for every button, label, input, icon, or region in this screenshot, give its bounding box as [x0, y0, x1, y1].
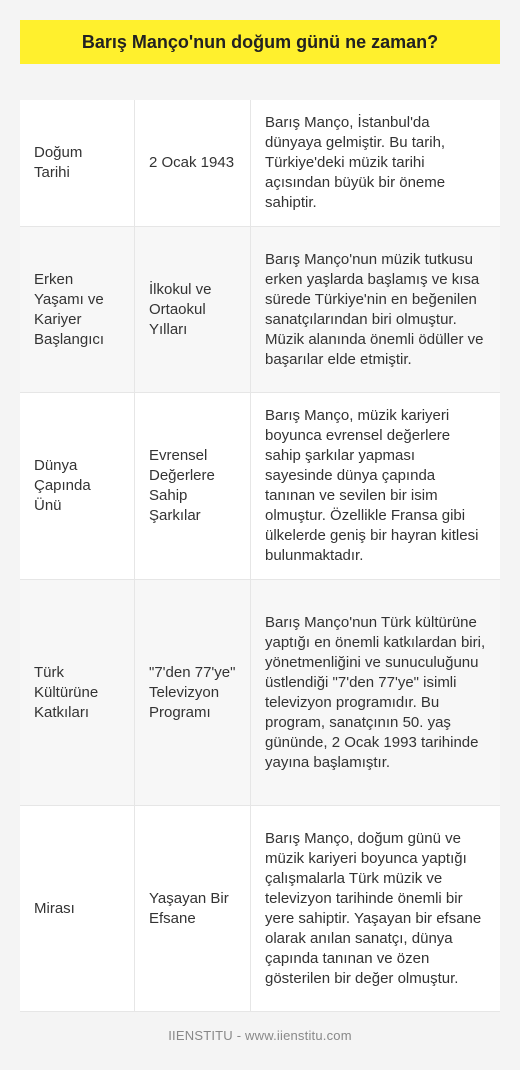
- table-row: [20, 227, 500, 393]
- row-description: Barış Manço, doğum günü ve müzik kariyeri boyunca yaptığı çalışmalarla Türk müzik ve televizyon tarihinde önemli bir yere sahiptir. Yaşayan bir efsane olarak anılan sanatçı, dünya çapında tanınan ve özen gösterilen bir değer olmuştur.: [265, 829, 482, 987]
- table-row: [20, 806, 500, 1012]
- row-value: İlkokul ve Ortaokul Yılları: [135, 227, 251, 392]
- row-value: "7'den 77'ye" Televizyon Programı: [135, 580, 251, 805]
- row-label: Mirası: [20, 806, 135, 1011]
- table-row: [20, 393, 500, 580]
- table-row: [20, 100, 500, 227]
- row-value: Evrensel Değerlere Sahip Şarkılar: [135, 393, 251, 579]
- row-label: Doğum Tarihi: [20, 100, 135, 226]
- row-value: 2 Ocak 1943: [135, 100, 251, 226]
- row-value: Yaşayan Bir Efsane: [135, 806, 251, 1011]
- row-description: Barış Manço'nun müzik tutkusu erken yaşlarda başlamış ve kısa sürede Türkiye'nin en beğenilen sanatçılarından biri olmuştur. Müzik alanında önemli ödüller ve başarılar elde etmiştir.: [265, 250, 484, 368]
- row-description: Barış Manço, müzik kariyeri boyunca evrensel değerlere sahip şarkılar yapması sayesinde dünya çapında tanınan ve sevilen bir isim olmuştur. Özellikle Fransa gibi ülkelerde geniş bir hayran kitlesi bulunmaktadır.: [265, 407, 479, 564]
- row-description: Barış Manço'nun Türk kültürüne yaptığı en önemli katkılardan biri, yönetmenliğini ve sunuculuğunu üstlendiği "7'den 77'ye" isimli televizyon programıdır. Bu program, sanatçının 50. yaş gününde, 2 Ocak 1993 tarihinde yayına başlamıştır.: [265, 613, 486, 771]
- row-description: Barış Manço, İstanbul'da dünyaya gelmiştir. Bu tarih, Türkiye'deki müzik tarihi açısından büyük bir öneme sahiptir.: [265, 114, 446, 211]
- page-title: Barış Manço'nun doğum günü ne zaman?: [20, 20, 500, 64]
- table-row: [20, 580, 500, 806]
- row-label: Dünya Çapında Ünü: [20, 393, 135, 579]
- row-label: Türk Kültürüne Katkıları: [20, 580, 135, 805]
- info-table: [20, 100, 500, 1012]
- row-label: Erken Yaşamı ve Kariyer Başlangıcı: [20, 227, 135, 392]
- footer-credit: IIENSTITU - www.iienstitu.com: [168, 1028, 352, 1043]
